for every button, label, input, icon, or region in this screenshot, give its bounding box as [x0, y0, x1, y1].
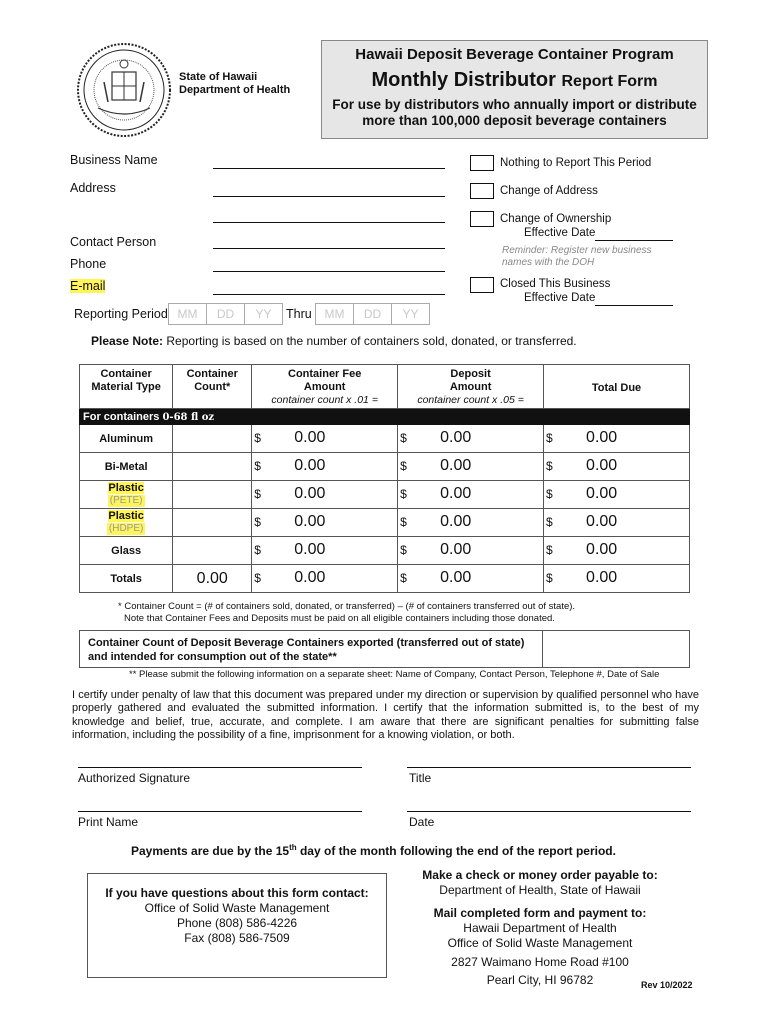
- fee-amount-cell: [252, 537, 398, 565]
- currency-symbol: $: [400, 515, 407, 530]
- currency-symbol: $: [400, 543, 407, 558]
- footnote-2: Note that Container Fees and Deposits must be paid on all eligible containers including those donated.: [124, 613, 555, 624]
- material-name: Aluminum: [99, 432, 154, 445]
- total-amount-value: 0.00: [586, 541, 618, 559]
- export-count-box: [79, 630, 690, 668]
- currency-symbol: $: [546, 487, 553, 502]
- header-fee-formula: container count x .01 =: [271, 394, 378, 406]
- subtitle-line2: more than 100,000 deposit beverage containers: [362, 113, 667, 128]
- subtitle-line1: For use by distributors who annually import or distribute: [332, 97, 697, 112]
- payee: Department of Health, State of Hawaii: [439, 883, 641, 897]
- material-name: Plastic: [108, 482, 144, 494]
- from-month-field[interactable]: MM: [168, 303, 207, 325]
- table-row: [80, 509, 690, 537]
- fee-amount-value: 0.00: [294, 485, 326, 503]
- title-box: [321, 40, 708, 139]
- currency-symbol: $: [400, 571, 407, 586]
- form-title-tail: Report Form: [561, 73, 658, 90]
- footnote-1: * Container Count = (# of containers sold, donated, or transferred) – (# of containers transferred out of state).: [118, 601, 576, 612]
- fee-amount-cell: [252, 565, 398, 593]
- closed-business-label: Closed This Business: [500, 278, 611, 290]
- agency-department: Department of Health: [179, 84, 291, 96]
- due-after: day of the month following the end of the report period.: [296, 844, 616, 858]
- header-deposit-formula: container count x .05 =: [417, 394, 524, 406]
- fee-amount-cell: [252, 509, 398, 537]
- header-deposit-title: Deposit Amount: [449, 368, 492, 393]
- row-material-label: [80, 537, 173, 565]
- contact-fax: Fax (808) 586-7509: [184, 931, 290, 945]
- reminder-line2: names with the DOH: [502, 257, 595, 268]
- export-note: ** Please submit the following information on a separate sheet: Name of Company, Contact Person, Telephone #, Date of Sale: [129, 669, 660, 680]
- row-material-label: [80, 481, 173, 509]
- closed-business-checkbox[interactable]: [470, 277, 494, 293]
- mail-address-1: Hawaii Department of Health: [463, 921, 617, 935]
- currency-symbol: $: [546, 571, 553, 586]
- container-count-field[interactable]: [173, 537, 252, 565]
- to-day-field[interactable]: DD: [353, 303, 392, 325]
- currency-symbol: $: [546, 515, 553, 530]
- total-amount-cell: [544, 509, 690, 537]
- deposit-amount-value: 0.00: [440, 429, 472, 447]
- material-name: Totals: [110, 572, 142, 585]
- fee-amount-value: 0.00: [294, 569, 326, 587]
- currency-symbol: $: [546, 459, 553, 474]
- total-amount-cell: [544, 481, 690, 509]
- table-header-row: [80, 365, 690, 409]
- deposit-amount-cell: [398, 453, 544, 481]
- band-cell: [80, 409, 690, 425]
- container-count-field[interactable]: [173, 453, 252, 481]
- deposit-amount-value: 0.00: [440, 485, 472, 503]
- revision-label: Rev 10/2022: [641, 980, 693, 990]
- fee-amount-value: 0.00: [294, 429, 326, 447]
- header-fee: [252, 365, 398, 409]
- contact-person-line[interactable]: [213, 248, 445, 249]
- header-count: Container Count*: [173, 365, 252, 409]
- header-fee-title: Container Fee Amount: [288, 368, 362, 393]
- note-bold: Please Note:: [91, 334, 164, 348]
- please-note: [91, 334, 577, 348]
- certification-text: I certify under penalty of law that this document was prepared under my direction or supervision by qualified personnel who have properly gathered and evaluated the submitted information. I certify that the information submitted is, to the best of my knowledge and belief, true, accurate, and complete. I am aware that there are significant penalties for submitting false information, including the possibility of a fine, imprisonment for a knowing violation, or both.: [72, 689, 699, 741]
- deposit-amount-value: 0.00: [440, 457, 472, 475]
- container-report-table: [79, 364, 690, 593]
- authorized-signature-label: Authorized Signature: [78, 771, 191, 785]
- agency-name: [179, 71, 290, 97]
- row-material-label: [80, 509, 173, 537]
- change-ownership-checkbox[interactable]: [470, 211, 494, 227]
- currency-symbol: $: [254, 543, 261, 558]
- table-row: [80, 453, 690, 481]
- material-name: Bi-Metal: [104, 460, 148, 473]
- print-name-line[interactable]: [78, 811, 362, 812]
- payment-due-notice: [131, 843, 616, 858]
- ownership-effective-date-line[interactable]: [595, 240, 673, 241]
- material-name: Glass: [111, 544, 142, 557]
- deposit-amount-cell: [398, 537, 544, 565]
- header-total: Total Due: [544, 365, 690, 409]
- due-before: Payments are due by the 15: [131, 844, 290, 858]
- header-material: Container Material Type: [80, 365, 173, 409]
- nothing-to-report-checkbox[interactable]: [470, 155, 494, 171]
- from-day-field[interactable]: DD: [206, 303, 245, 325]
- container-count-field[interactable]: [173, 481, 252, 509]
- date-line[interactable]: [407, 811, 691, 812]
- material-subtype: (HDPE): [108, 523, 144, 534]
- total-amount-value: 0.00: [586, 485, 618, 503]
- to-year-field[interactable]: YY: [391, 303, 430, 325]
- row-material-label: [80, 453, 173, 481]
- check-heading: Make a check or money order payable to:: [422, 868, 658, 882]
- email-label: E-mail: [70, 279, 106, 293]
- currency-symbol: $: [254, 515, 261, 530]
- container-count-field[interactable]: [173, 425, 252, 453]
- header-deposit: [398, 365, 544, 409]
- address-label: Address: [70, 181, 116, 195]
- material-name: Plastic: [108, 510, 144, 522]
- currency-symbol: $: [400, 459, 407, 474]
- phone-line[interactable]: [213, 271, 445, 272]
- reminder-note: [502, 245, 652, 269]
- print-name-label: Print Name: [78, 815, 139, 829]
- reporting-period-label: Reporting Period: [74, 307, 168, 321]
- contact-box: [87, 873, 387, 978]
- change-address-checkbox[interactable]: [470, 183, 494, 199]
- program-name: Hawaii Deposit Beverage Container Program: [355, 46, 674, 63]
- table-row: [80, 565, 690, 593]
- ownership-effective-date-label: Effective Date: [524, 227, 596, 239]
- currency-symbol: $: [546, 431, 553, 446]
- due-sup: th: [289, 843, 297, 852]
- deposit-amount-cell: [398, 481, 544, 509]
- contact-office: Office of Solid Waste Management: [144, 901, 330, 915]
- payment-info: [400, 868, 680, 988]
- contact-person-label: Contact Person: [70, 235, 157, 249]
- note-text: Reporting is based on the number of containers sold, donated, or transferred.: [166, 334, 577, 348]
- change-ownership-label: Change of Ownership: [500, 213, 612, 225]
- container-count-field[interactable]: 0.00: [173, 565, 252, 593]
- table-row: [80, 481, 690, 509]
- deposit-amount-cell: [398, 425, 544, 453]
- total-amount-value: 0.00: [586, 513, 618, 531]
- row-material-label: [80, 425, 173, 453]
- deposit-amount-value: 0.00: [440, 513, 472, 531]
- deposit-amount-cell: [398, 565, 544, 593]
- title-line[interactable]: [407, 767, 691, 768]
- export-label: Container Count of Deposit Beverage Containers exported (transferred out of state) and intended for consumption out of the state**: [88, 637, 525, 663]
- band-size: 0-68 fl oz: [162, 411, 215, 423]
- deposit-amount-value: 0.00: [440, 569, 472, 587]
- total-amount-cell: [544, 565, 690, 593]
- mail-address-4: Pearl City, HI 96782: [486, 973, 594, 987]
- mail-address-2: Office of Solid Waste Management: [447, 936, 633, 950]
- form-title: [322, 69, 707, 92]
- nothing-to-report-label: Nothing to Report This Period: [500, 157, 652, 169]
- currency-symbol: $: [254, 487, 261, 502]
- currency-symbol: $: [254, 459, 261, 474]
- title-label: Title: [409, 771, 432, 785]
- total-amount-value: 0.00: [586, 569, 618, 587]
- contact-heading: If you have questions about this form contact:: [105, 886, 369, 900]
- deposit-amount-cell: [398, 509, 544, 537]
- business-name-label: Business Name: [70, 153, 158, 167]
- address-line-1[interactable]: [213, 196, 445, 197]
- currency-symbol: $: [546, 543, 553, 558]
- fee-amount-cell: [252, 425, 398, 453]
- date-label: Date: [409, 815, 435, 829]
- total-amount-cell: [544, 425, 690, 453]
- agency-state: State of Hawaii: [179, 71, 258, 83]
- currency-symbol: $: [400, 487, 407, 502]
- to-month-field[interactable]: MM: [315, 303, 354, 325]
- authorized-signature-line[interactable]: [78, 767, 362, 768]
- mail-address-3: 2827 Waimano Home Road #100: [451, 955, 629, 969]
- total-amount-cell: [544, 453, 690, 481]
- closed-effective-date-line[interactable]: [595, 305, 673, 306]
- form-subtitle: [322, 97, 707, 129]
- fee-amount-value: 0.00: [294, 457, 326, 475]
- fee-amount-cell: [252, 453, 398, 481]
- from-year-field[interactable]: YY: [244, 303, 283, 325]
- export-count-field[interactable]: [543, 631, 689, 667]
- business-name-line[interactable]: [213, 168, 445, 169]
- change-address-label: Change of Address: [500, 185, 598, 197]
- currency-symbol: $: [254, 571, 261, 586]
- container-size-band: [80, 409, 690, 425]
- closed-effective-date-label: Effective Date: [524, 292, 596, 304]
- deposit-amount-value: 0.00: [440, 541, 472, 559]
- state-seal: [76, 42, 172, 138]
- band-label: For containers: [83, 410, 160, 423]
- form-title-main: Monthly Distributor: [371, 69, 556, 91]
- table-row: [80, 425, 690, 453]
- mail-heading: Mail completed form and payment to:: [433, 906, 647, 920]
- total-amount-value: 0.00: [586, 457, 618, 475]
- address-line-2[interactable]: [213, 222, 445, 223]
- contact-phone: Phone (808) 586-4226: [176, 916, 298, 930]
- currency-symbol: $: [400, 431, 407, 446]
- phone-label: Phone: [70, 257, 107, 271]
- fee-amount-value: 0.00: [294, 513, 326, 531]
- total-amount-cell: [544, 537, 690, 565]
- thru-label: Thru: [286, 307, 312, 321]
- fee-amount-value: 0.00: [294, 541, 326, 559]
- row-material-label: [80, 565, 173, 593]
- currency-symbol: $: [254, 431, 261, 446]
- reminder-line1: Reminder: Register new business: [502, 245, 652, 256]
- email-line[interactable]: [213, 294, 445, 295]
- material-subtype: (PETE): [109, 495, 143, 506]
- total-amount-value: 0.00: [586, 429, 618, 447]
- container-count-field[interactable]: [173, 509, 252, 537]
- fee-amount-cell: [252, 481, 398, 509]
- table-row: [80, 537, 690, 565]
